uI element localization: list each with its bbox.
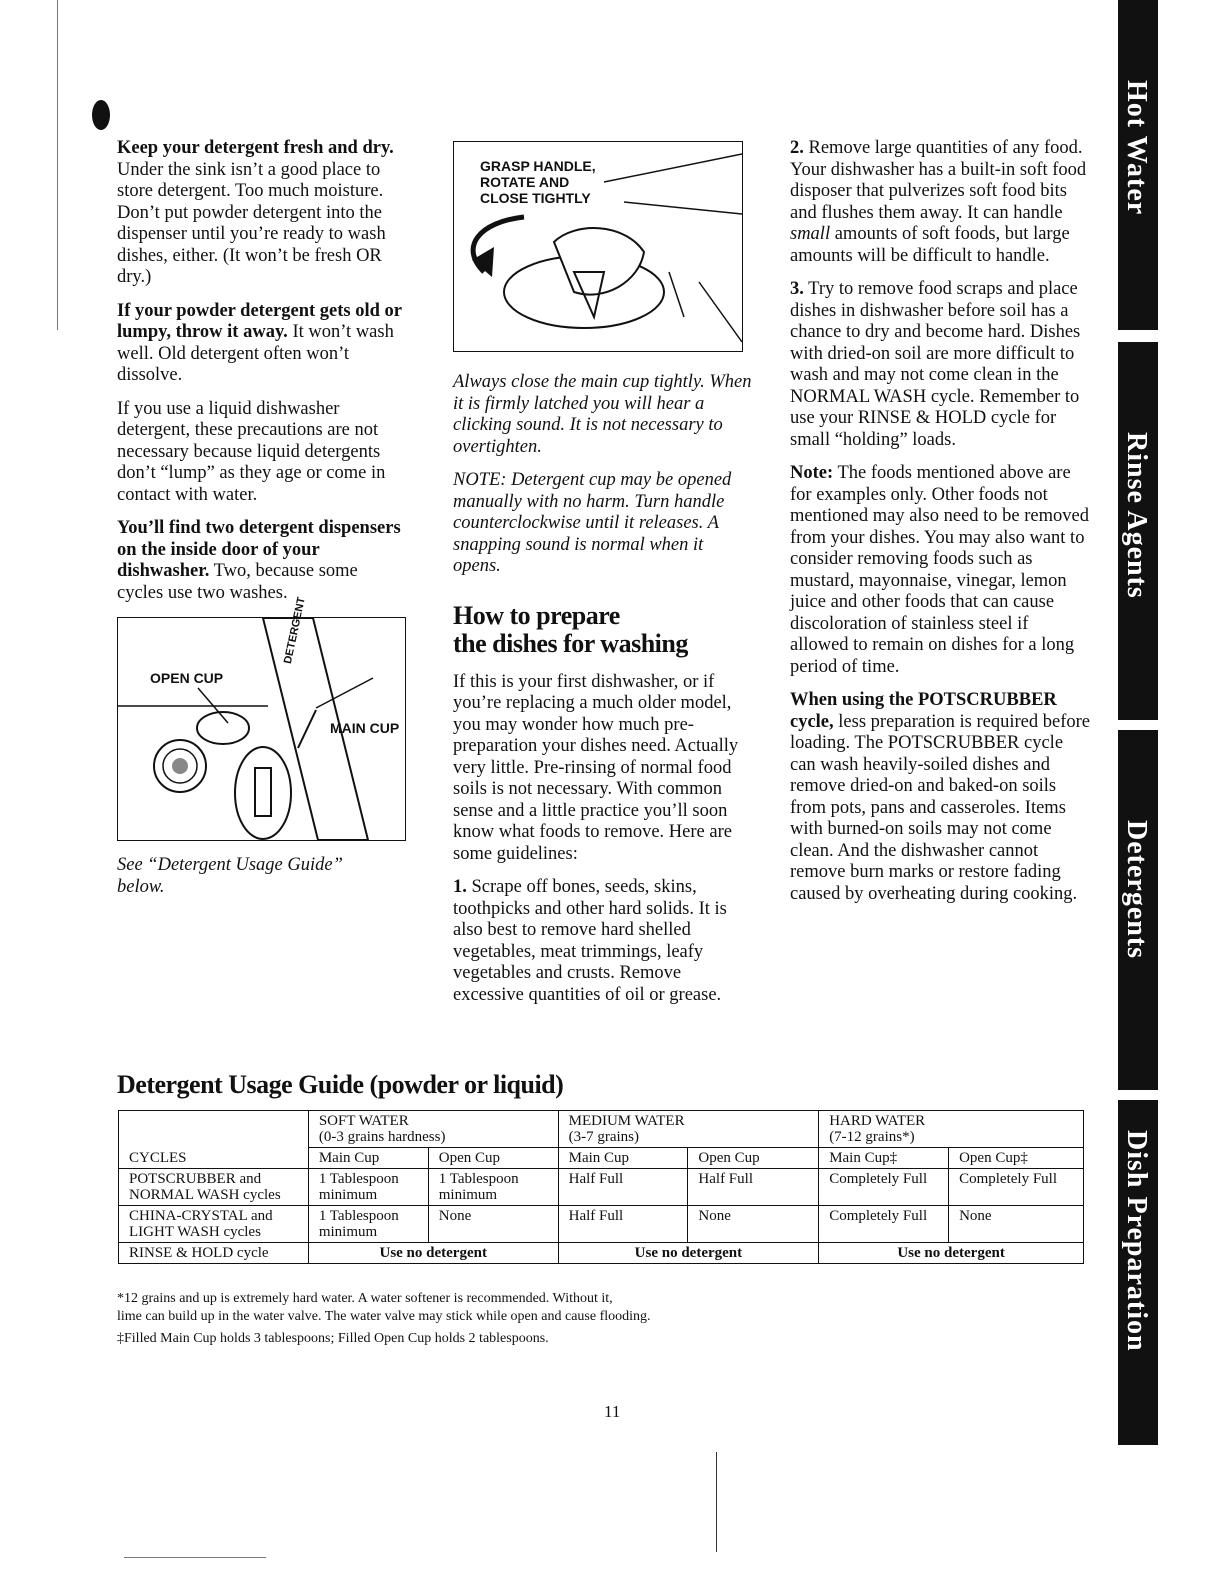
right-column [790, 138, 1090, 917]
table-cell: 1 Tablespoon minimum [308, 1206, 428, 1243]
table-cell: Half Full [558, 1206, 688, 1243]
soft-main-cup-header: Main Cup [308, 1148, 428, 1169]
hard-main-cup-header: Main Cup‡ [819, 1148, 949, 1169]
cycle-cell: CHINA-CRYSTAL and LIGHT WASH cycles [119, 1206, 309, 1243]
open-cup-label: OPEN CUP [150, 670, 224, 686]
footnote-cup-capacity: ‡Filled Main Cup holds 3 tablespoons; Filled Open Cup holds 2 tablespoons. [117, 1331, 549, 1346]
table-cell: Completely Full [819, 1169, 949, 1206]
table-cell: None [949, 1206, 1084, 1243]
sidebar-label: Rinse Agents [1121, 432, 1152, 599]
note-paragraph: Note: The foods mentioned above are for examples only. Other foods not mentioned may also need to be removed from your dishes. You may also want to consider removing foods such as mustard, mayonnaise, vinegar, lemon juice and other foods that can cause discoloration of stainless steel if allowed to remain on dishes for a long period of time. [790, 463, 1089, 677]
table-cell: Half Full [688, 1169, 819, 1206]
grasp-handle-figure [453, 141, 743, 352]
section-heading: How to prepare the dishes for washing [453, 600, 688, 658]
table-cell: Use no detergent [308, 1243, 558, 1264]
page-number: 11 [604, 1402, 621, 1421]
left-column [117, 138, 407, 616]
sidebar-label: Dish Preparation [1121, 1130, 1152, 1352]
margin-line [57, 0, 58, 330]
table-cell: 1 Tablespoon minimum [428, 1169, 558, 1206]
detergent-label: DETERGENT [281, 596, 308, 665]
sidebar-tab-dish-preparation [1118, 1100, 1158, 1445]
detergent-usage-table [118, 1110, 1084, 1264]
table-row [119, 1169, 1084, 1206]
hard-open-cup-header: Open Cup‡ [949, 1148, 1084, 1169]
table-row [119, 1243, 1084, 1264]
bottom-tab-line [124, 1557, 266, 1558]
dispenser-figure [117, 596, 406, 841]
cycle-cell: POTSCRUBBER and NORMAL WASH cycles [119, 1169, 309, 1206]
paragraph-liquid-detergent: If you use a liquid dishwasher detergent, these precautions are not necessary because liquid detergents don’t “lump” as they age or come in contact with water. [117, 398, 386, 505]
close-cup-caption: Always close the main cup tightly. When it is firmly latched you will hear a clicking sound. It is not necessary to overtighten. [453, 372, 752, 457]
paragraph-two-dispensers: You’ll find two detergent dispensers on the inside door of your dishwasher. Two, because some cycles use two washes. [117, 518, 401, 603]
paragraph-fresh-detergent: Keep your detergent fresh and dry. Under the sink isn’t a good place to store detergent. Too much moisture. Don’t put powder detergent into the dispenser until you’re ready to wash dishes, either. (It won’t be fresh OR dry.) [117, 138, 394, 287]
medium-open-cup-header: Open Cup [688, 1148, 819, 1169]
cycles-header: CYCLES [119, 1111, 309, 1169]
cycle-cell: RINSE & HOLD cycle [119, 1243, 309, 1264]
table-cell: Completely Full [949, 1169, 1084, 1206]
table-cell: Use no detergent [819, 1243, 1084, 1264]
sidebar-tab-hot-water [1118, 0, 1158, 330]
table-cell: 1 Tablespoon minimum [308, 1169, 428, 1206]
guide-title: Detergent Usage Guide (powder or liquid) [117, 1070, 564, 1099]
medium-water-header: MEDIUM WATER (3-7 grains) [558, 1111, 819, 1148]
table-cell: Completely Full [819, 1206, 949, 1243]
soft-water-header: SOFT WATER (0-3 grains hardness) [308, 1111, 558, 1148]
note-caption: NOTE: Detergent cup may be opened manually with no harm. Turn handle counterclockwise until it releases. A snapping sound is normal when it opens. [453, 470, 732, 576]
step-1: 1. Scrape off bones, seeds, skins, toothpicks and other hard solids. It is also best to remove hard shelled vegetables, meat trimmings, leafy vegetables and crusts. Remove excessive quantities of oil or grease. [453, 877, 727, 1005]
grasp-handle-label: GRASP HANDLE, ROTATE AND CLOSE TIGHTLY [480, 158, 596, 206]
step-2: 2. Remove large quantities of any food. Your dishwasher has a built-in soft food disposer that pulverizes soft food bits and flushes them away. It can handle small amounts of soft foods, but large amounts will be difficult to handle. [790, 138, 1087, 266]
table-row [119, 1206, 1084, 1243]
footnote-hard-water-1: *12 grains and up is extremely hard water. A water softener is recommended. Without it, [117, 1291, 613, 1306]
table-header-row [119, 1111, 1084, 1148]
table-cell: None [688, 1206, 819, 1243]
sidebar-label: Detergents [1121, 820, 1152, 960]
main-cup-label: MAIN CUP [330, 720, 400, 736]
middle-column [453, 372, 753, 1018]
table-cell: Half Full [558, 1169, 688, 1206]
dispenser-caption: See “Detergent Usage Guide” below. [117, 855, 343, 897]
sidebar-label: Hot Water [1121, 80, 1152, 216]
bottom-line [716, 1452, 717, 1552]
sidebar-tab-detergents [1118, 730, 1158, 1090]
step-3: 3. Try to remove food scraps and place dishes in dishwasher before soil has a chance to dry and become hard. Dishes with dried-on soil are more difficult to wash and may not come clean in the NORMAL WASH cycle. Remember to use your RINSE & HOLD cycle for small “holding” loads. [790, 279, 1081, 450]
table-cell: None [428, 1206, 558, 1243]
hard-water-header: HARD WATER (7-12 grains*) [819, 1111, 1084, 1148]
paragraph-old-detergent: If your powder detergent gets old or lumpy, throw it away. It won’t wash well. Old detergent often won’t dissolve. [117, 300, 402, 385]
table-cell: Use no detergent [558, 1243, 819, 1264]
potscrubber-paragraph: When using the POTSCRUBBER cycle, less preparation is required before loading. The POTSCRUBBER cycle can wash heavily-soiled dishes and remove dried-on and baked-on soils from pots, pans and casseroles. Items with burned-on soils may not come clean. And the dishwasher cannot remove burn marks or restore fading caused by overheating during cooking. [790, 690, 1090, 904]
soft-open-cup-header: Open Cup [428, 1148, 558, 1169]
footnote-hard-water-2: lime can build up in the water valve. The water valve may stick while open and cause flooding. [117, 1309, 651, 1324]
medium-main-cup-header: Main Cup [558, 1148, 688, 1169]
binder-mark-icon [92, 100, 110, 130]
prepare-intro: If this is your first dishwasher, or if you’re replacing a much older model, you may wonder how much pre-preparation your dishes need. Actually very little. Pre-rinsing of normal food soils is not necessary. With common sense and a little practice you’ll soon know what foods to remove. Here are some guidelines: [453, 671, 739, 864]
sidebar-tab-rinse-agents [1118, 342, 1158, 720]
